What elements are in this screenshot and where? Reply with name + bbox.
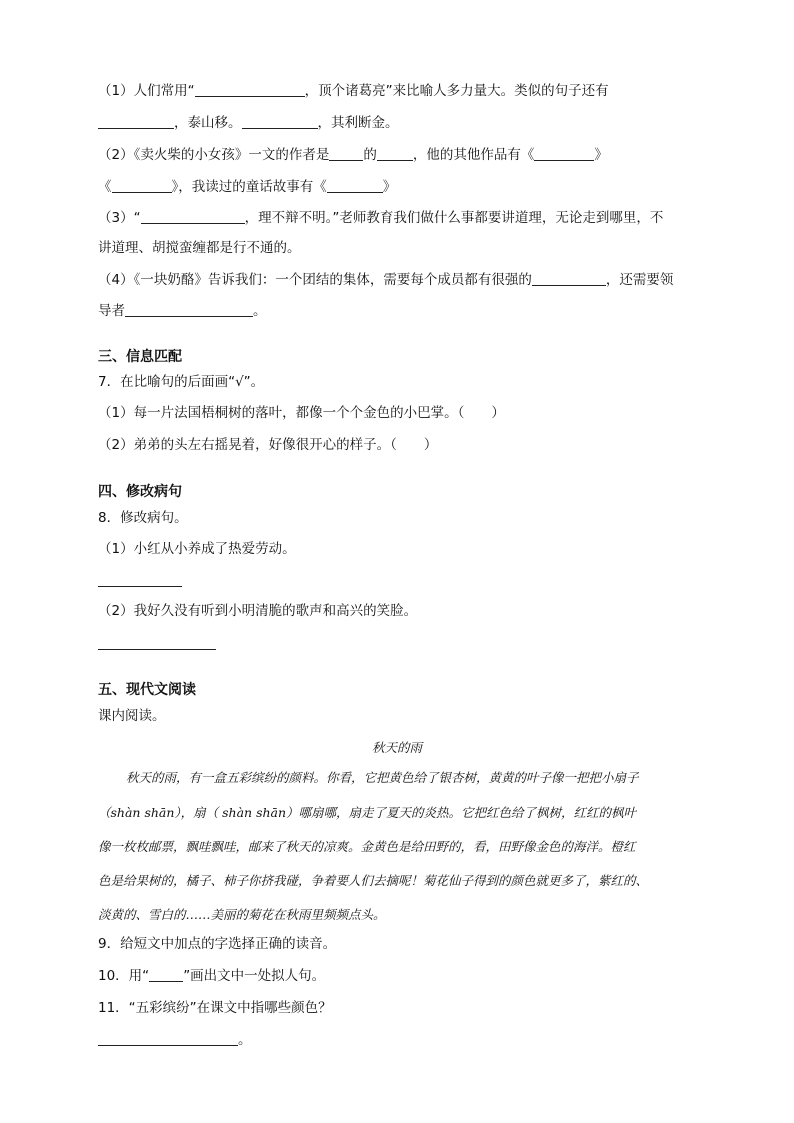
- section-5-heading: 五、现代文阅读: [98, 682, 196, 698]
- text: ，理不辩不明。”老师教育我们做什么事都要讲道理，无论走到哪里，不: [244, 210, 664, 226]
- passage-line-4: 色是给果树的，橘子、柿子你挤我碰，争着要人们去摘呢！菊花仙子得到的颜色就更多了，紫红的、: [98, 873, 649, 888]
- text: （1）人们常用“: [98, 83, 195, 99]
- answer-blank[interactable]: [532, 271, 606, 286]
- underline-sample: [149, 967, 183, 982]
- answer-line[interactable]: [98, 649, 216, 650]
- text: ，其利断金。: [317, 115, 399, 131]
- q9-prompt: 9．给短文中加点的字选择正确的读音。: [98, 936, 337, 952]
- answer-line[interactable]: [98, 586, 182, 587]
- text: 的: [363, 147, 377, 163]
- text: 《: [98, 179, 112, 195]
- q6-item-3-line-1: [98, 208, 663, 228]
- passage-line-5: 淡黄的、雪白的……美丽的菊花在秋雨里频频点头。: [98, 907, 386, 922]
- text: ，还需要领: [605, 272, 674, 288]
- passage-title: 秋天的雨: [371, 740, 422, 755]
- q6-item-1-line-2: [98, 113, 399, 133]
- text: （2）《卖火柴的小女孩》一文的作者是: [98, 147, 330, 163]
- answer-blank[interactable]: [377, 146, 413, 161]
- text: ，他的其他作品有《: [412, 147, 535, 163]
- text: 》: [594, 147, 608, 163]
- passage-line-3: 像一枚枚邮票，飘哇飘哇，邮来了秋天的凉爽。金黄色是给田野的，看，田野像金色的海洋。橙红: [98, 839, 636, 854]
- reading-intro: 课内阅读。: [98, 708, 166, 724]
- text: 导者: [98, 303, 125, 319]
- q6-item-2-line-2: [98, 177, 396, 197]
- answer-blank[interactable]: [98, 114, 174, 129]
- text: ，泰山移。: [174, 115, 242, 131]
- answer-blank[interactable]: [195, 82, 305, 97]
- section-4-heading: 四、修改病句: [98, 484, 182, 500]
- q6-item-1-line-1: [98, 81, 609, 101]
- q6-item-4-line-2: [98, 301, 267, 321]
- text: （4）《一块奶酪》告诉我们：一个团结的集体，需要每个成员都有很强的: [98, 272, 532, 288]
- q6-item-2-line-1: [98, 145, 608, 165]
- passage-line-1: 秋天的雨，有一盒五彩缤纷的颜料。你看，它把黄色给了银杏树，黄黄的叶子像一把把小扇子: [126, 770, 639, 785]
- text: ，顶个诸葛亮”来比喻人多力量大。类似的句子还有: [304, 83, 609, 99]
- text: ”画出文中一处拟人句。: [183, 968, 326, 984]
- q10-prompt: [98, 966, 325, 986]
- text: （3）“: [98, 210, 141, 226]
- q6-item-3-line-2: 讲道理、胡搅蛮缠都是行不通的。: [98, 240, 301, 256]
- q8-prompt: 8．修改病句。: [98, 510, 188, 526]
- answer-blank[interactable]: [242, 114, 318, 129]
- q7-item-2: （2）弟弟的头左右摇晃着，好像很开心的样子。（ ）: [98, 437, 438, 453]
- q8-item-1: （1）小红从小养成了热爱劳动。: [98, 541, 296, 557]
- answer-blank[interactable]: [329, 146, 363, 161]
- text: 》，我读过的童话故事有《: [171, 179, 327, 195]
- answer-blank[interactable]: [141, 209, 245, 224]
- answer-blank[interactable]: [125, 302, 253, 317]
- answer-blank[interactable]: [98, 1031, 238, 1046]
- q6-item-4-line-1: [98, 270, 673, 290]
- text: 10．用“: [98, 968, 150, 984]
- q8-item-2: （2）我好久没有听到小明清脆的歌声和高兴的笑脸。: [98, 603, 418, 619]
- q11-answer-line: [98, 1030, 252, 1050]
- section-3-heading: 三、信息匹配: [98, 349, 182, 365]
- answer-blank[interactable]: [327, 178, 383, 193]
- passage-line-2: （shàn shān），扇（ shàn shān）哪扇哪，扇走了夏天的炎热。它把红色给了枫树，红红的枫叶: [98, 805, 637, 820]
- answer-blank[interactable]: [534, 146, 594, 161]
- q7-item-1: （1）每一片法国梧桐树的落叶，都像一个个金色的小巴掌。（ ）: [98, 405, 505, 421]
- answer-blank[interactable]: [112, 178, 172, 193]
- text: 。: [253, 303, 267, 319]
- text: 》: [382, 179, 397, 195]
- q11-prompt: 11．“五彩缤纷”在课文中指哪些颜色？: [98, 1000, 332, 1016]
- text: 。: [238, 1032, 252, 1048]
- q7-prompt: 7．在比喻句的后面画“√”。: [98, 374, 265, 390]
